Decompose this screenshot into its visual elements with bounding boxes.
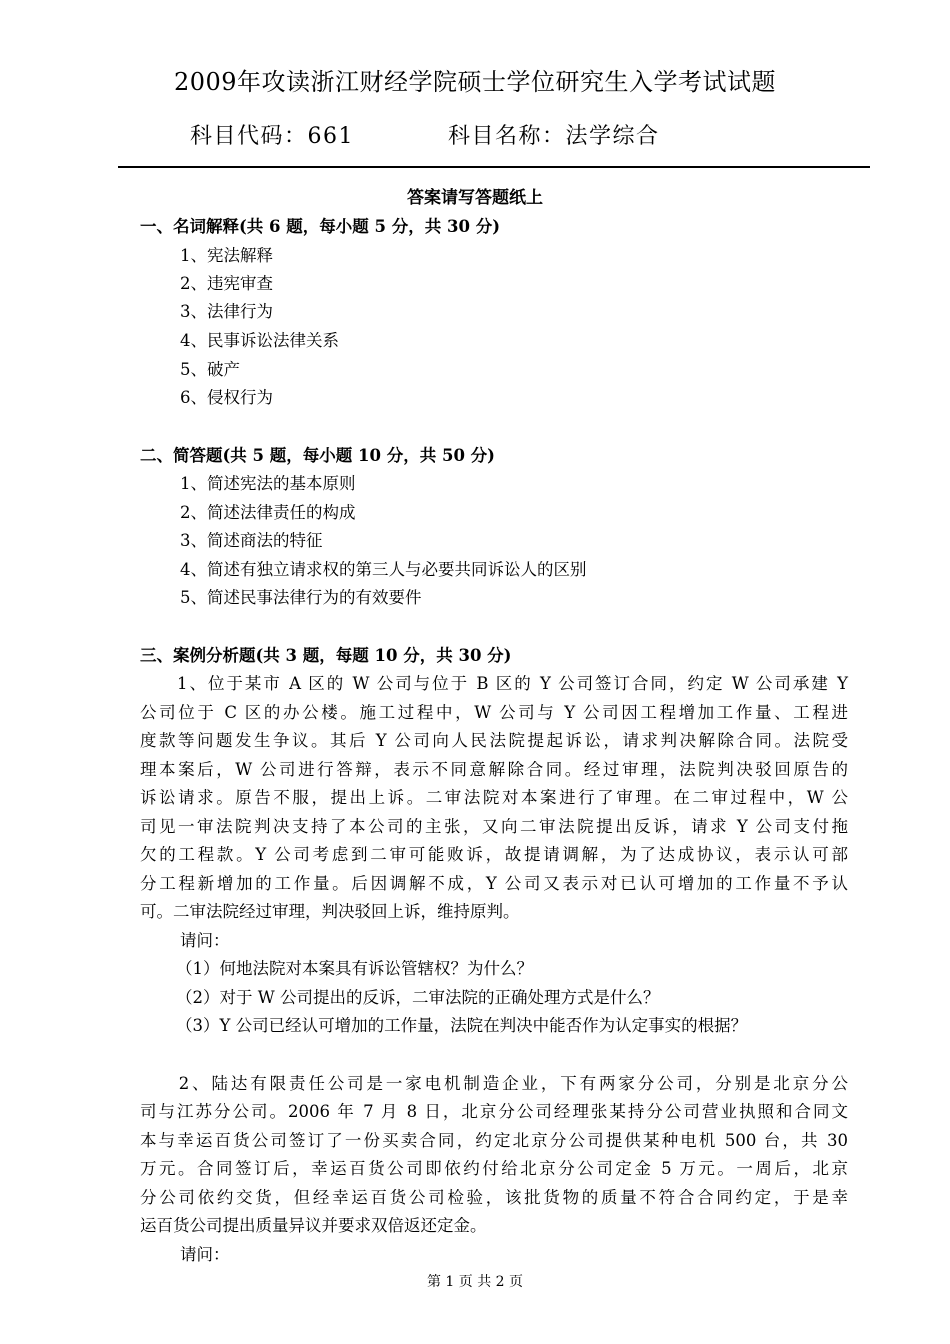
list-item: 1、简述宪法的基本原则: [180, 474, 356, 493]
case2-line: 本与幸运百货公司签订了一份买卖合同，约定北京分公司提供某种电机 500 台，共 30: [140, 1131, 848, 1150]
header-divider: [118, 166, 870, 168]
case2-line: 司与江苏分公司。2006 年 7 月 8 日，北京分公司经理张某持分公司营业执照和合同文: [140, 1102, 848, 1121]
list-item: 2、简述法律责任的构成: [180, 503, 356, 522]
subject-info: [190, 122, 660, 152]
list-item: 6、侵权行为: [180, 388, 273, 407]
case1-line: 公司位于 C 区的办公楼。施工过程中，W 公司与 Y 公司因工程增加工作量、工程进: [140, 703, 848, 722]
case1-line: 1、位于某市 A 区的 W 公司与位于 B 区的 Y 公司签订合同，约定 W 公司承建 Y: [140, 674, 848, 693]
case1-question: （3）Y 公司已经认可增加的工作量，法院在判决中能否作为认定事实的根据？: [176, 1016, 748, 1035]
case1-question: （2）对于 W 公司提出的反诉，二审法院的正确处理方式是什么？: [176, 988, 660, 1007]
list-item: 4、简述有独立请求权的第三人与必要共同诉讼人的区别: [180, 560, 587, 579]
subject-code: 科目代码：661: [190, 124, 354, 149]
case1-line: 度款等问题发生争议。其后 Y 公司向人民法院提起诉讼，请求判决解除合同。法院受: [140, 731, 848, 750]
case2-ask: 请问：: [180, 1245, 230, 1264]
list-item: 3、法律行为: [180, 302, 273, 321]
section1-heading: 一、名词解释(共 6 题，每小题 5 分，共 30 分): [140, 217, 501, 236]
case2-line: 运百货公司提出质量异议并要求双倍返还定金。: [140, 1216, 487, 1235]
case1-line: 分工程新增加的工作量。后因调解不成，Y 公司又表示对已认可增加的工作量不予认: [140, 874, 848, 893]
case1-line: 诉讼请求。原告不服，提出上诉。二审法院对本案进行了审理。在二审过程中，W 公: [140, 788, 848, 807]
section3-heading: 三、案例分析题(共 3 题，每题 10 分，共 30 分): [140, 646, 512, 665]
case2-line: 分公司依约交货，但经幸运百货公司检验，该批货物的质量不符合合同约定，于是幸: [140, 1188, 848, 1207]
case1-question: （1）何地法院对本案具有诉讼管辖权？为什么？: [176, 959, 533, 978]
case2-line: 万元。合同签订后，幸运百货公司即依约付给北京分公司定金 5 万元。一周后，北京: [140, 1159, 848, 1178]
page-footer: 第 1 页 共 2 页: [426, 1274, 524, 1290]
list-item: 5、简述民事法律行为的有效要件: [180, 588, 422, 607]
exam-title: 2009年攻读浙江财经学院硕士学位研究生入学考试试题: [173, 68, 777, 96]
answer-instruction: 答案请写答题纸上: [407, 188, 543, 208]
case1-line: 可。二审法院经过审理，判决驳回上诉，维持原判。: [140, 902, 520, 921]
case2-line: 2、陆达有限责任公司是一家电机制造企业，下有两家分公司，分别是北京分公: [140, 1074, 848, 1093]
list-item: 2、违宪审查: [180, 274, 273, 293]
case1-ask: 请问：: [180, 931, 230, 950]
case1-line: 欠的工程款。Y 公司考虑到二审可能败诉，故提请调解，为了达成协议，表示认可部: [140, 845, 848, 864]
subject-name: 科目名称：法学综合: [448, 124, 660, 149]
list-item: 4、民事诉讼法律关系: [180, 331, 339, 350]
list-item: 1、宪法解释: [180, 246, 273, 265]
section2-heading: 二、简答题(共 5 题，每小题 10 分，共 50 分): [140, 446, 495, 465]
list-item: 5、破产: [180, 360, 240, 379]
case1-line: 理本案后，W 公司进行答辩，表示不同意解除合同。经过审理，法院判决驳回原告的: [140, 760, 848, 779]
list-item: 3、简述商法的特征: [180, 531, 323, 550]
case1-line: 司见一审法院判决支持了本公司的主张，又向二审法院提出反诉，请求 Y 公司支付拖: [140, 817, 848, 836]
